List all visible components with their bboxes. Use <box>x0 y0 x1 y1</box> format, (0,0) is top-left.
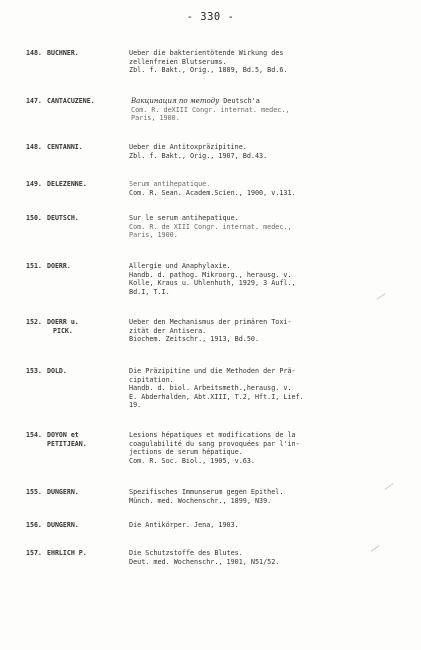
entry-citation <box>129 488 411 505</box>
citation-line: Bd.I, T.I. <box>129 287 170 296</box>
citation-line: Handb. d. pathog. Mikroorg., herausg. v. <box>129 270 292 279</box>
citation-line: Paris, 1900. <box>129 231 178 240</box>
author-line: DUNGERN. <box>47 488 79 496</box>
citation-line: Com. R. de XIII Congr. internat. medec., <box>129 222 292 231</box>
citation-line: Biochem. Zeitschr., 1913, Bd.50. <box>129 335 260 344</box>
citation-line: Zbl. f. Bakt., Orig., 1907, Bd.43. <box>129 151 268 160</box>
entry-citation <box>129 143 411 160</box>
entry-number: 149. <box>26 180 42 188</box>
entry-citation <box>129 180 411 197</box>
citation-line: Ueber den Mechanismus der primären Toxi- <box>129 318 292 326</box>
entry-author <box>47 367 127 376</box>
citation-line: zellenfreien Blutserums. <box>129 57 227 66</box>
citation-line: Zbl. f. Bakt., Orig., 1889, Bd.5, Bd.6. <box>129 66 288 75</box>
entry-number: 152. <box>26 318 42 326</box>
citation-line: Ueber die bakterientötende Wirkung des <box>129 49 284 57</box>
entry-author <box>47 262 127 271</box>
entry-number: 157. <box>26 549 42 557</box>
entry-number: 150. <box>26 214 42 222</box>
entry-citation <box>129 521 411 530</box>
entry-citation <box>129 49 411 75</box>
citation-line: Allergie und Anaphylaxie. <box>129 262 231 270</box>
entry-author <box>47 180 127 189</box>
citation-line: jections de serum hépatique. <box>129 448 243 457</box>
author-line: PETITJEAN. <box>47 439 87 448</box>
entry-author <box>47 549 127 558</box>
citation-line: coagulabilité du sang provoquées par l'in- <box>129 439 300 448</box>
entry-citation <box>129 549 411 566</box>
entry-number: 148. <box>26 49 42 57</box>
entry-author <box>47 318 127 335</box>
entry-author <box>47 488 127 497</box>
entry-number: 148. <box>26 143 42 151</box>
author-line: EHRLICH P. <box>47 549 87 557</box>
citation-line: Handb. d. biol. Arbeitsmeth.,herausg. v. <box>129 384 292 393</box>
citation-line: Die Präzipitine und die Methoden der Prä- <box>129 367 296 375</box>
citation-line: E. Abderhalden, Abt.XIII, T.2, Hft.I, Lief. <box>129 392 304 401</box>
author-line: DOYON et <box>47 431 79 439</box>
entry-number: 147. <box>26 97 42 105</box>
citation-line: Deut. med. Wochenschr., 1901, N51/52. <box>129 557 280 566</box>
citation-line: Kolle, Kraus u. Uhlenhuth, 1929, 3 Aufl., <box>129 279 296 288</box>
citation-line: Die Antikörper. Jena, 1903. <box>129 521 239 529</box>
author-line: DELEZENNE. <box>47 180 87 188</box>
citation-line: Sur le serum antihepatique. <box>129 214 239 222</box>
citation-line: Spezifisches Immunserum gegen Epithel. <box>129 488 284 496</box>
citation-line: Paris, 1900. <box>131 114 180 123</box>
entry-citation <box>129 318 411 344</box>
entry-author <box>47 431 127 448</box>
entry-author <box>47 521 127 530</box>
author-line: DUNGERN. <box>47 521 79 529</box>
entry-author <box>47 143 127 152</box>
entry-number: 156. <box>26 521 42 529</box>
entry-number: 155. <box>26 488 42 496</box>
citation-line: Com. R. Sean. Academ.Scien., 1900, v.131. <box>129 188 296 197</box>
entry-citation <box>129 367 411 410</box>
citation-line: Die Schutzstoffe des Blutes. <box>129 549 243 557</box>
entry-author <box>47 49 127 58</box>
page-number: - 330 - <box>186 11 235 23</box>
handwritten-annotation: Вакцинация по методу <box>131 97 220 105</box>
entry-author <box>47 214 127 223</box>
citation-line: 19. <box>129 401 142 410</box>
author-line: DOLD. <box>47 367 67 375</box>
citation-line: Lesions hépatiques et modifications de la <box>129 431 296 439</box>
author-line: CENTANNI. <box>47 143 83 151</box>
entry-author <box>47 97 127 106</box>
author-line: DOERR. <box>47 262 71 270</box>
citation-line-tail: Deutsch'a <box>219 97 260 105</box>
entry-citation <box>129 214 411 240</box>
citation-line: Com. R. Soc. Biol., 1905, v.63. <box>129 456 255 465</box>
entry-citation <box>131 97 413 123</box>
entry-number: 153. <box>26 367 42 375</box>
entry-number: 151. <box>26 262 42 270</box>
author-line: DOERR u. <box>47 318 79 326</box>
citation-line: Serum antihepatique. <box>129 180 211 188</box>
entry-citation <box>129 262 411 296</box>
citation-line: Ueber die Antitoxpräzipitine. <box>129 143 247 151</box>
citation-line <box>131 97 413 106</box>
author-line: BUCHNER. <box>47 49 79 57</box>
citation-line: Com. R. deXIII Congr. internat. medec., <box>131 105 290 114</box>
citation-line: zität der Antisera. <box>129 326 207 335</box>
entry-number: 154. <box>26 431 42 439</box>
entry-citation <box>129 431 411 465</box>
author-line: CANTACUZENE. <box>47 97 95 105</box>
citation-line: Münch. med. Wochenschr., 1899, N39. <box>129 496 272 505</box>
author-line: PICK. <box>53 326 73 335</box>
author-line: DEUTSCH. <box>47 214 79 222</box>
citation-line: cipitation. <box>129 375 174 384</box>
